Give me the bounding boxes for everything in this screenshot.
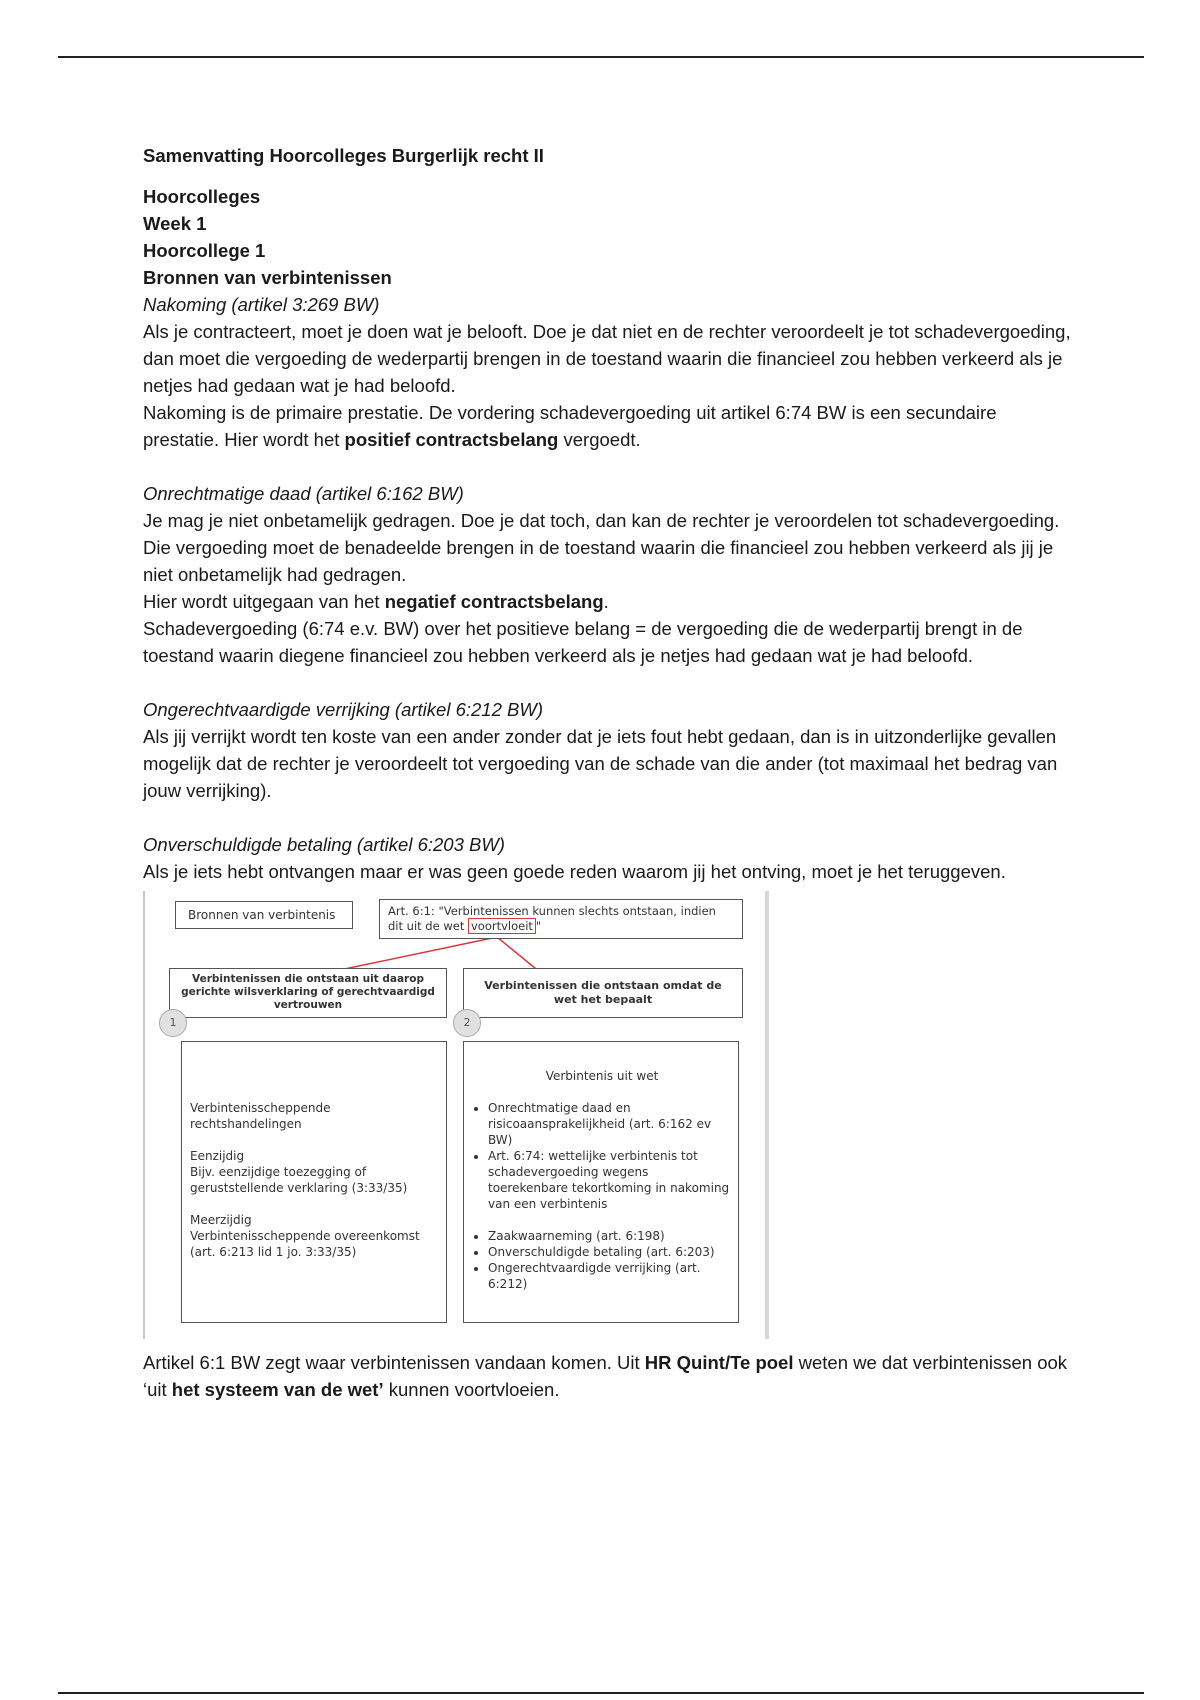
heading-week: Week 1 xyxy=(143,213,207,234)
right-item: • Onrechtmatige daad en risicoaansprakelijkheid (art. 6:162 ev BW) xyxy=(488,1100,732,1148)
right-item: • Ongerechtvaardigde verrijking (art. 6:212) xyxy=(488,1260,732,1292)
header-rule xyxy=(58,56,1144,58)
closing-paragraph: Artikel 6:1 BW zegt waar verbintenissen vandaan komen. Uit HR Quint/Te poel weten we dat verbintenissen ook ‘uit het systeem van de wet’ kunnen voortvloeien. xyxy=(143,1352,1068,1400)
nakoming-paragraph-2: Nakoming is de primaire prestatie. De vordering schadevergoeding uit artikel 6:74 BW is een secundaire prestatie. Hier wordt het positief contractsbelang vergoedt. xyxy=(143,402,997,450)
verrijking-paragraph: Als jij verrijkt wordt ten koste van een ander zonder dat je iets fout hebt gedaan, dan is in uitzonderlijke gevallen mogelijk dat de rechter je veroordeelt tot vergoeding van de schade van die ander (tot maximaal het bedrag van jouw verrijking). xyxy=(143,726,1058,801)
onrechtmatig-paragraph-3: Schadevergoeding (6:74 e.v. BW) over het positieve belang = de vergoeding die de wederpartij brengt in de toestand waarin diegene financieel zou hebben verkeerd als je netjes had gedaan wat je had beloofd. xyxy=(143,618,1023,666)
left-panel-intro: Verbintenisscheppende rechtshandelingen xyxy=(190,1101,331,1131)
diagram-category-1: Verbintenissen die ontstaan uit daarop gerichte wilsverklaring of gerechtvaardigd vertrouwen xyxy=(169,968,447,1018)
document-body xyxy=(143,142,1073,1403)
diagram-title-box: Bronnen van verbintenis xyxy=(175,901,353,929)
heading-bronnen: Bronnen van verbintenissen xyxy=(143,267,392,288)
onrechtmatig-paragraph-2: Hier wordt uitgegaan van het negatief contractsbelang. xyxy=(143,591,609,612)
heading-hoorcolleges: Hoorcolleges xyxy=(143,186,261,207)
nakoming-paragraph: Als je contracteert, moet je doen wat je belooft. Doe je dat niet en de rechter veroordeelt je tot schadevergoeding, dan moet die vergoeding de wederpartij brengen in de toestand waarin die financieel zou hebben verkeerd als je netjes had gedaan wat je had beloofd. xyxy=(143,321,1071,396)
diagram-left-panel xyxy=(181,1041,447,1323)
verrijking-heading: Ongerechtvaardigde verrijking (artikel 6:212 BW) xyxy=(143,699,543,720)
diagram-category-2: Verbintenissen die ontstaan omdat de wet het bepaalt xyxy=(463,968,743,1018)
heading-hoorcollege: Hoorcollege 1 xyxy=(143,240,266,261)
voortvloeit-highlight: voortvloeit xyxy=(468,918,536,934)
footer-rule xyxy=(58,1692,1144,1694)
sources-diagram xyxy=(143,891,769,1339)
right-item: • Art. 6:74: wettelijke verbintenis tot schadevergoeding wegens toerekenbare tekortkoming in nakoming van een verbintenis xyxy=(488,1148,732,1212)
left-panel-meerzijdig: Meerzijdig Verbintenisscheppende overeenkomst (art. 6:213 lid 1 jo. 3:33/35) xyxy=(190,1213,420,1259)
diagram-right-panel xyxy=(463,1041,739,1323)
right-panel-title: Verbintenis uit wet xyxy=(545,1069,659,1083)
right-item: • Zaakwaarneming (art. 6:198) xyxy=(488,1228,732,1244)
nakoming-heading: Nakoming (artikel 3:269 BW) xyxy=(143,294,380,315)
onrechtmatig-paragraph: Je mag je niet onbetamelijk gedragen. Doe je dat toch, dan kan de rechter je veroordelen tot schadevergoeding. Die vergoeding moet de benadeelde brengen in de toestand waarin die financieel zou hebben verkeerd als jij je niet onbetamelijk had gedragen. xyxy=(143,510,1060,585)
onverschuldigd-heading: Onverschuldigde betaling (artikel 6:203 BW) xyxy=(143,834,505,855)
document-title: Samenvatting Hoorcolleges Burgerlijk recht II xyxy=(143,145,544,166)
diagram-article-box: Art. 6:1: "Verbintenissen kunnen slechts ontstaan, indien dit uit de wet voortvloeit " xyxy=(379,899,743,939)
diagram-number-1: 1 xyxy=(159,1009,187,1037)
left-panel-eenzijdig: Eenzijdig Bijv. eenzijdige toezegging of geruststellende verklaring (3:33/35) xyxy=(190,1149,408,1195)
diagram-number-2: 2 xyxy=(453,1009,481,1037)
onrechtmatig-heading: Onrechtmatige daad (artikel 6:162 BW) xyxy=(143,483,464,504)
right-item: • Onverschuldigde betaling (art. 6:203) xyxy=(488,1244,732,1260)
onverschuldigd-paragraph: Als je iets hebt ontvangen maar er was geen goede reden waarom jij het ontving, moet je het teruggeven. xyxy=(143,861,1006,882)
